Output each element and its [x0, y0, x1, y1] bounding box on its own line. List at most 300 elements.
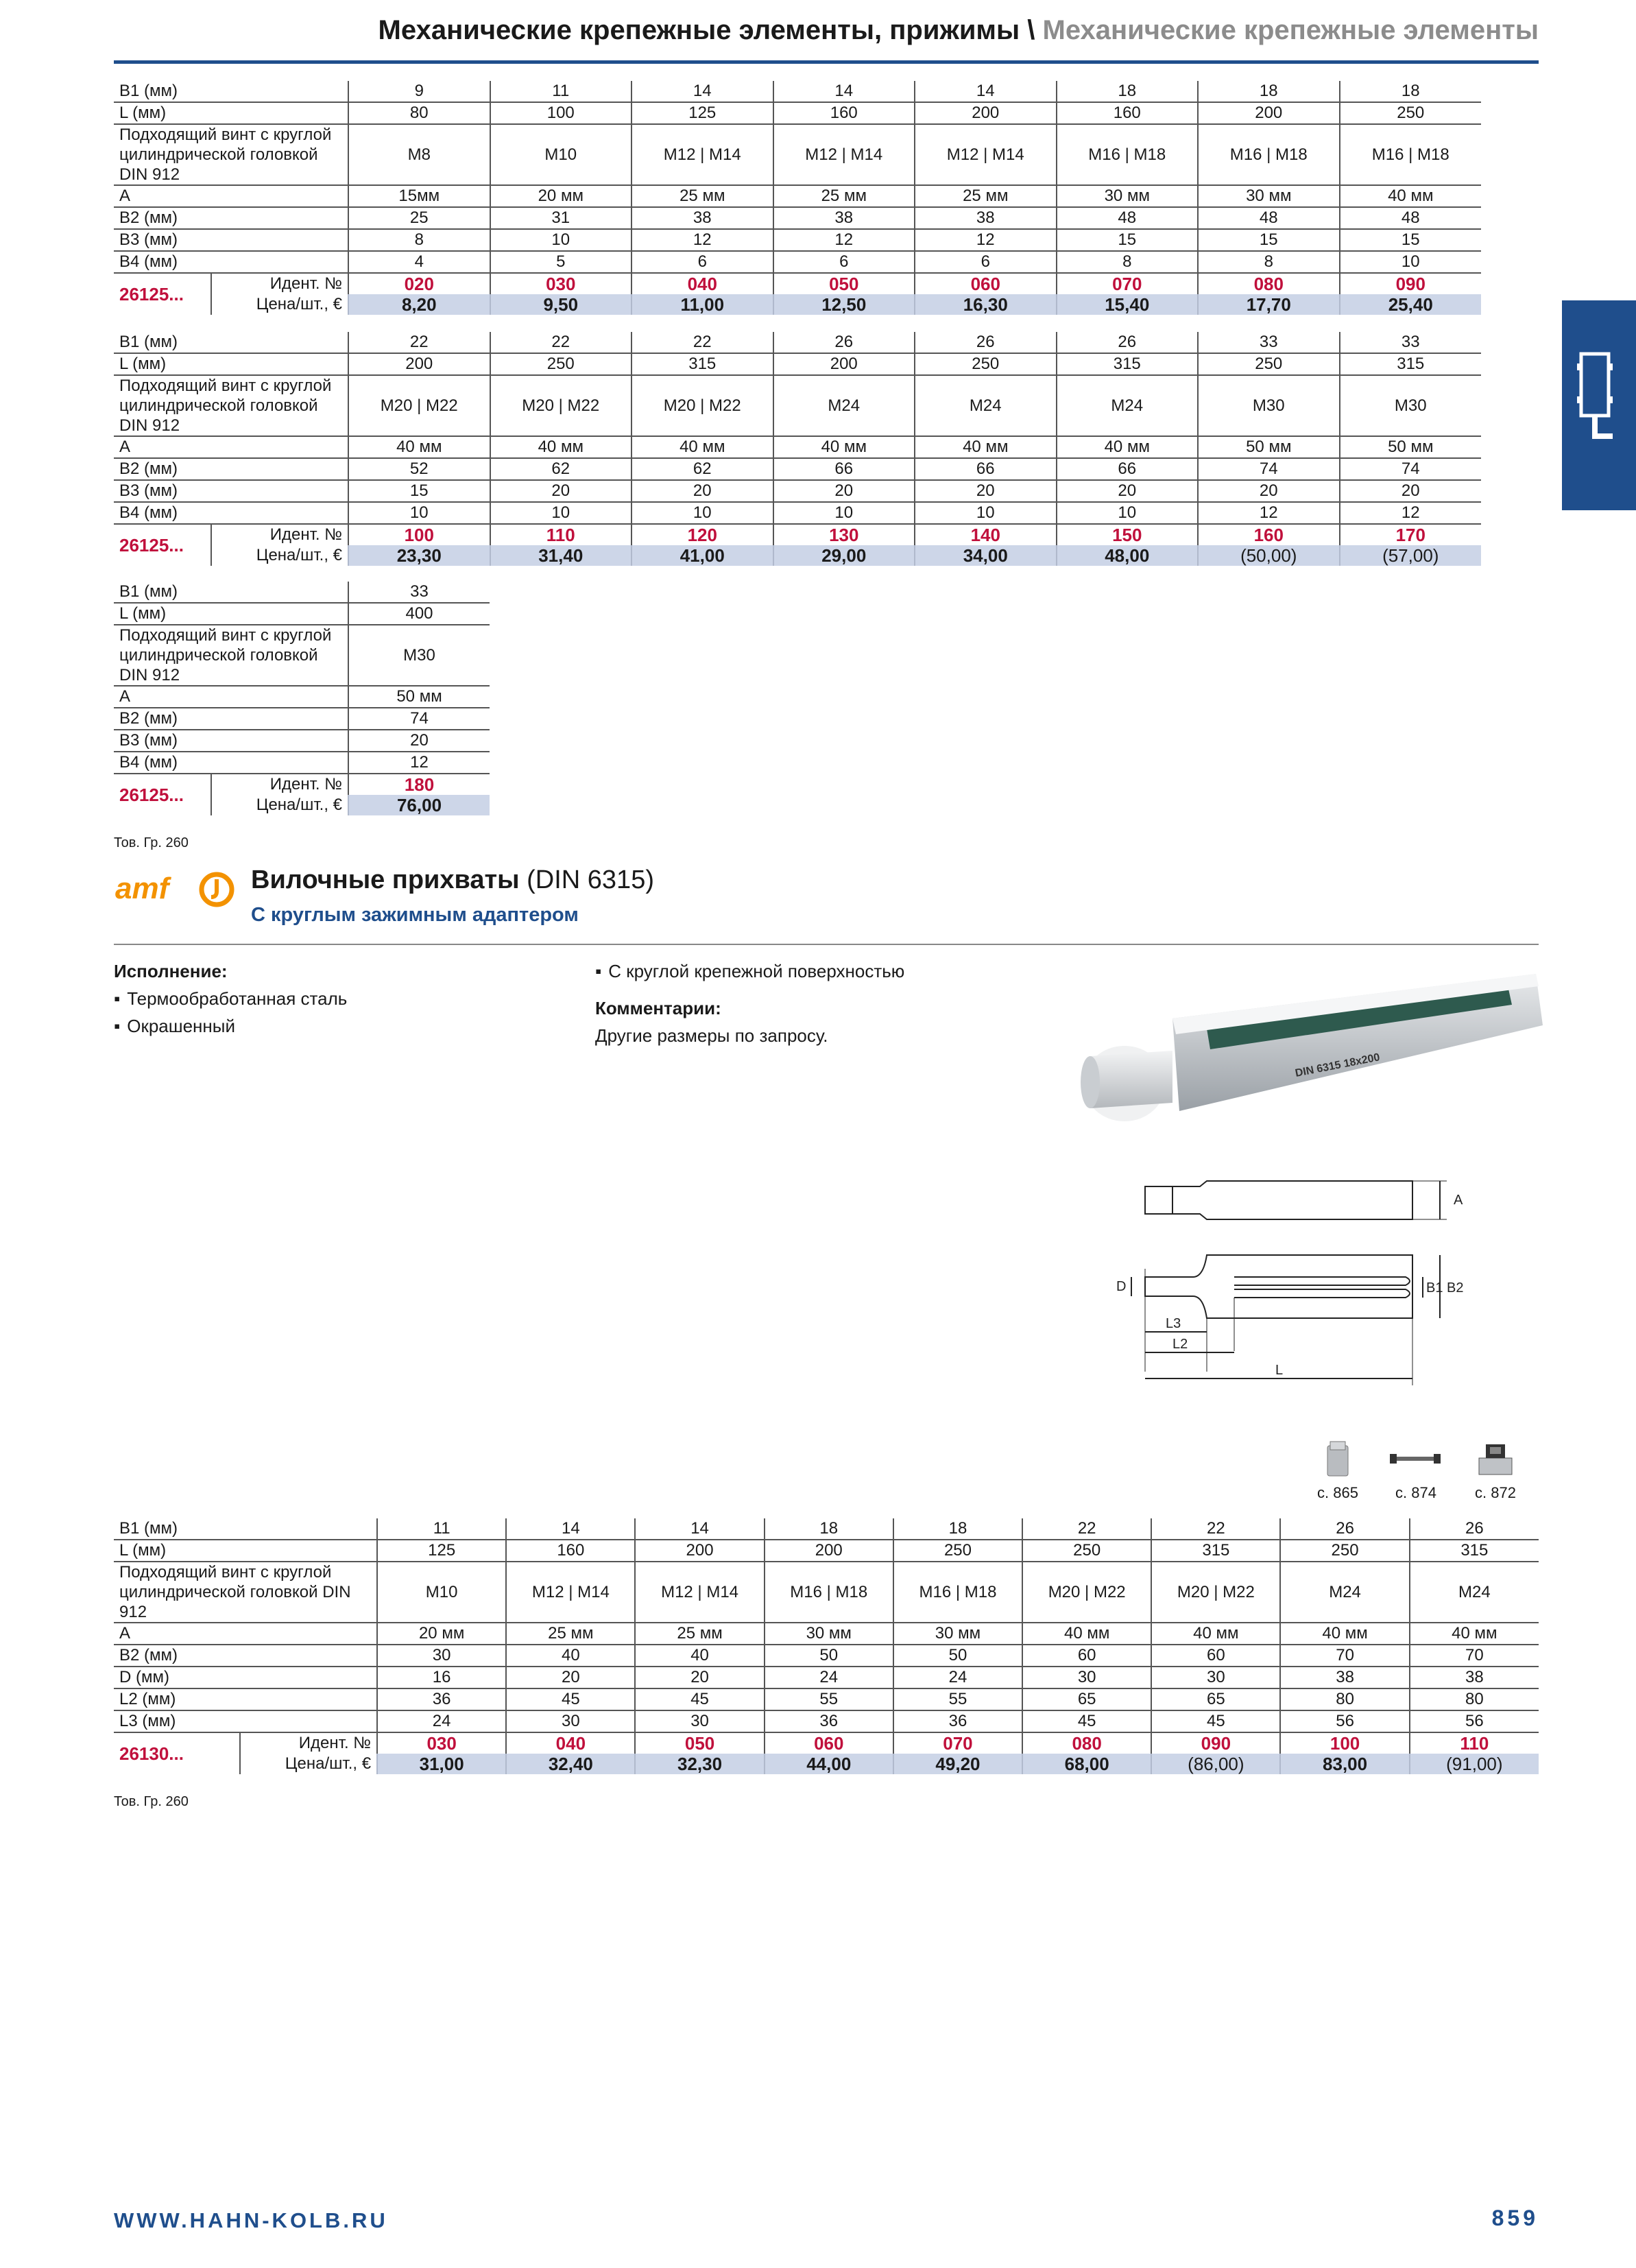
spec-cell: M24 [1410, 1562, 1539, 1623]
spec-row-label: B1 (мм) [114, 332, 348, 353]
header-title: Механические крепежные элементы, прижимы [378, 15, 1020, 45]
spec-cell: 20 [915, 480, 1057, 502]
article-code: 26125... [114, 774, 211, 815]
spec-cell: 40 мм [915, 436, 1057, 458]
spec-row [114, 229, 1481, 251]
spec-cell: 315 [1057, 353, 1199, 375]
spec-cell: 14 [506, 1518, 635, 1540]
spec-cell: 40 мм [1057, 436, 1199, 458]
spec-row-label: B3 (мм) [114, 229, 348, 251]
accessory-bolt[interactable] [1385, 1439, 1447, 1502]
spec-cell: 38 [773, 207, 915, 229]
spec-row [114, 1688, 1539, 1710]
svg-text:amf: amf [115, 872, 169, 905]
price-cell: 23,30 [348, 545, 490, 566]
price-cell: 16,30 [915, 294, 1057, 315]
spec-table-4 [114, 1518, 1539, 1774]
spec-cell: 40 [635, 1645, 764, 1667]
spec-cell: 10 [631, 502, 773, 524]
spec-cell: 125 [377, 1540, 506, 1562]
spec-cell: 38 [915, 207, 1057, 229]
spec-row-label: Подходящий винт с круглой цилиндрической головкой DIN 912 [114, 124, 348, 185]
spec-cell: M30 [348, 625, 490, 686]
spec-cell: 70 [1410, 1645, 1539, 1667]
article-id[interactable]: 050 [773, 273, 915, 294]
spec-cell: 45 [635, 1688, 764, 1710]
spec-cell: 45 [506, 1688, 635, 1710]
product-photo [1070, 953, 1550, 1135]
spec-cell: 18 [765, 1518, 893, 1540]
article-id[interactable]: 150 [1057, 524, 1199, 545]
spec-cell: 30 мм [893, 1623, 1022, 1645]
spec-cell: 40 мм [1280, 1623, 1409, 1645]
product-title-name: Вилочные прихваты [251, 866, 520, 894]
spec-cell: 10 [490, 229, 632, 251]
dimension-label: L2 [1172, 1337, 1188, 1352]
spec-cell: 62 [490, 458, 632, 480]
spec-cell: M12 | M14 [506, 1562, 635, 1623]
spec-cell: 10 [348, 502, 490, 524]
header-separator: \ [1020, 15, 1043, 45]
spec-cell: M16 | M18 [765, 1562, 893, 1623]
spec-cell: 12 [1198, 502, 1340, 524]
amf-logo [114, 871, 237, 911]
spec-table-3 [114, 582, 490, 815]
spec-cell: M10 [490, 124, 632, 185]
accessory-label: с. 865 [1317, 1484, 1358, 1501]
spec-cell: 14 [773, 81, 915, 102]
execution-block [114, 957, 347, 1040]
bolt-icon [1388, 1439, 1443, 1480]
execution-item: ▪ Термообработанная сталь [114, 985, 347, 1012]
article-id[interactable]: 100 [1280, 1732, 1409, 1754]
article-id[interactable]: 080 [1022, 1732, 1151, 1754]
spec-row [114, 207, 1481, 229]
spec-cell: 20 [348, 730, 490, 752]
header-rule [114, 60, 1539, 64]
spec-cell: 25 мм [506, 1623, 635, 1645]
spec-row-label: D (мм) [114, 1667, 377, 1688]
spec-cell: 10 [915, 502, 1057, 524]
spec-cell: 30 [635, 1710, 764, 1732]
spec-row [114, 1710, 1539, 1732]
product-title-standard: (DIN 6315) [519, 866, 654, 894]
spec-cell: 65 [1022, 1688, 1151, 1710]
spec-cell: 24 [765, 1667, 893, 1688]
article-id-row [114, 1732, 1539, 1754]
spec-row-label: A [114, 185, 348, 207]
comments-text: Другие размеры по запросу. [595, 1025, 828, 1046]
spec-table-1 [114, 81, 1481, 315]
spec-cell: 50 мм [1198, 436, 1340, 458]
article-id[interactable]: 060 [765, 1732, 893, 1754]
spec-row [114, 1623, 1539, 1645]
price-cell: 9,50 [490, 294, 632, 315]
spec-cell: 36 [765, 1710, 893, 1732]
spec-cell: 20 [1057, 480, 1199, 502]
spec-row-label: A [114, 436, 348, 458]
spec-cell: M20 | M22 [348, 375, 490, 436]
spec-cell: 66 [915, 458, 1057, 480]
spec-cell: M20 | M22 [490, 375, 632, 436]
article-id-label: Идент. № [269, 274, 343, 293]
article-id[interactable]: 060 [915, 273, 1057, 294]
dimension-label: D [1116, 1279, 1127, 1294]
spec-row-label: L (мм) [114, 353, 348, 375]
spec-cell: 250 [1022, 1540, 1151, 1562]
spec-cell: 31 [490, 207, 632, 229]
spec-row [114, 625, 490, 686]
dimension-label: A [1454, 1193, 1463, 1208]
spec-cell: 200 [348, 353, 490, 375]
spec-cell: 50 [765, 1645, 893, 1667]
spec-row-label: B2 (мм) [114, 458, 348, 480]
spec-cell: 33 [1198, 332, 1340, 353]
spec-cell: 60 [1151, 1645, 1280, 1667]
spec-row [114, 332, 1481, 353]
spec-cell: 8 [348, 229, 490, 251]
spec-cell: 36 [893, 1710, 1022, 1732]
price-cell: 76,00 [348, 795, 490, 815]
spec-cell: 250 [1340, 102, 1482, 124]
spec-cell: M24 [915, 375, 1057, 436]
spec-row-label: Подходящий винт с круглой цилиндрической головкой DIN 912 [114, 625, 348, 686]
article-id[interactable]: 130 [773, 524, 915, 545]
spec-cell: M12 | M14 [631, 124, 773, 185]
t-slot-nut-icon [1475, 1439, 1516, 1480]
price-cell: (50,00) [1198, 545, 1340, 566]
spec-cell: 250 [915, 353, 1057, 375]
article-id-label: Идент. № [269, 775, 343, 793]
article-id[interactable]: 100 [348, 524, 490, 545]
article-id-row [114, 774, 490, 795]
article-code: 26125... [114, 524, 211, 566]
article-id[interactable]: 020 [348, 273, 490, 294]
spec-row [114, 1540, 1539, 1562]
spec-row [114, 752, 490, 774]
spec-cell: 10 [490, 502, 632, 524]
article-id[interactable]: 090 [1151, 1732, 1280, 1754]
spec-cell: 40 мм [348, 436, 490, 458]
spec-cell: 30 [1022, 1667, 1151, 1688]
spec-row [114, 81, 1481, 102]
accessory-label: с. 874 [1395, 1484, 1436, 1501]
article-id[interactable]: 120 [631, 524, 773, 545]
spec-cell: 14 [631, 81, 773, 102]
spec-row-label: Подходящий винт с круглой цилиндрической головкой DIN 912 [114, 375, 348, 436]
spec-cell: M12 | M14 [635, 1562, 764, 1623]
spec-cell: M16 | M18 [1057, 124, 1199, 185]
spec-cell: 20 [631, 480, 773, 502]
price-row [114, 1754, 1539, 1774]
spec-cell: 20 [1198, 480, 1340, 502]
spec-cell: 33 [1340, 332, 1482, 353]
spec-cell: 8 [1057, 251, 1199, 273]
article-id[interactable]: 030 [490, 273, 632, 294]
spec-row [114, 582, 490, 603]
product-subtitle: С круглым зажимным адаптером [251, 904, 579, 926]
spec-cell: 74 [1340, 458, 1482, 480]
article-code: 26130... [114, 1732, 240, 1774]
spec-row-label: B2 (мм) [114, 207, 348, 229]
spec-cell: 400 [348, 603, 490, 625]
spec-cell: 48 [1057, 207, 1199, 229]
accessory-label: с. 872 [1475, 1484, 1516, 1501]
price-cell: 17,70 [1198, 294, 1340, 315]
price-cell: 48,00 [1057, 545, 1199, 566]
spec-cell: M16 | M18 [1198, 124, 1340, 185]
spec-cell: 15 [1057, 229, 1199, 251]
clamp-section-icon [1574, 347, 1624, 464]
spec-cell: 125 [631, 102, 773, 124]
spec-row-label: B3 (мм) [114, 730, 348, 752]
spec-table-2 [114, 332, 1481, 566]
spec-cell: 26 [915, 332, 1057, 353]
article-id[interactable]: 050 [635, 1732, 764, 1754]
footer-url[interactable]: WWW.HAHN-KOLB.RU [114, 2208, 388, 2232]
spec-cell: 5 [490, 251, 632, 273]
article-id[interactable]: 170 [1340, 524, 1482, 545]
spec-cell: 18 [1198, 81, 1340, 102]
accessory-t-slot-nut[interactable] [1465, 1439, 1526, 1502]
spec-cell: 160 [506, 1540, 635, 1562]
spec-cell: M20 | M22 [631, 375, 773, 436]
spec-row [114, 185, 1481, 207]
spec-cell: 12 [348, 752, 490, 774]
spec-cell: 40 мм [490, 436, 632, 458]
spec-cell: 10 [773, 502, 915, 524]
spec-cell: 50 мм [348, 686, 490, 708]
spec-cell: 11 [377, 1518, 506, 1540]
spec-cell: M8 [348, 124, 490, 185]
spec-cell: M24 [773, 375, 915, 436]
spec-cell: 30 [377, 1645, 506, 1667]
price-cell: 31,00 [377, 1754, 506, 1774]
spec-row [114, 686, 490, 708]
spec-cell: 40 [506, 1645, 635, 1667]
spec-cell: M20 | M22 [1022, 1562, 1151, 1623]
spec-cell: 74 [348, 708, 490, 730]
spec-row [114, 1562, 1539, 1623]
price-label: Цена/шт., € [285, 1754, 372, 1773]
price-label: Цена/шт., € [256, 796, 343, 814]
spec-cell: M24 [1057, 375, 1199, 436]
spec-cell: 4 [348, 251, 490, 273]
article-id[interactable]: 040 [506, 1732, 635, 1754]
spec-cell: 20 [506, 1667, 635, 1688]
spec-row-label: B1 (мм) [114, 81, 348, 102]
article-id[interactable]: 110 [1410, 1732, 1539, 1754]
spec-row-label: L3 (мм) [114, 1710, 377, 1732]
spec-cell: 24 [377, 1710, 506, 1732]
price-cell: 29,00 [773, 545, 915, 566]
article-code: 26125... [114, 273, 211, 315]
spec-row [114, 436, 1481, 458]
article-id[interactable]: 040 [631, 273, 773, 294]
spec-cell: 56 [1410, 1710, 1539, 1732]
spec-cell: 160 [1057, 102, 1199, 124]
spec-cell: 80 [348, 102, 490, 124]
spec-cell: 315 [1410, 1540, 1539, 1562]
feature-item: ▪ С круглой крепежной поверхностью [595, 957, 904, 985]
dimension-label: B2 [1447, 1280, 1464, 1296]
spec-row-label: L (мм) [114, 102, 348, 124]
page-number: 859 [1491, 2206, 1539, 2230]
article-id[interactable]: 070 [1057, 273, 1199, 294]
spec-row-label: L (мм) [114, 1540, 377, 1562]
spec-cell: 6 [631, 251, 773, 273]
spec-row [114, 502, 1481, 524]
spec-row [114, 124, 1481, 185]
spec-cell: 15 [348, 480, 490, 502]
spec-cell: 25 мм [915, 185, 1057, 207]
header-subtitle: Механические крепежные элементы [1042, 15, 1539, 45]
spec-row-label: B1 (мм) [114, 582, 348, 603]
price-cell: 68,00 [1022, 1754, 1151, 1774]
article-id[interactable]: 090 [1340, 273, 1482, 294]
spec-row [114, 730, 490, 752]
spec-row-label: A [114, 1623, 377, 1645]
spec-row [114, 458, 1481, 480]
clamp-nut-icon [1321, 1439, 1355, 1480]
price-row [114, 545, 1481, 566]
spec-cell: 15 [1340, 229, 1482, 251]
spec-cell: M10 [377, 1562, 506, 1623]
price-cell: 31,40 [490, 545, 632, 566]
spec-row [114, 251, 1481, 273]
spec-cell: 40 мм [1022, 1623, 1151, 1645]
spec-cell: 50 [893, 1645, 1022, 1667]
spec-cell: M12 | M14 [773, 124, 915, 185]
article-id[interactable]: 080 [1198, 273, 1340, 294]
spec-cell: 200 [915, 102, 1057, 124]
spec-cell: 20 мм [377, 1623, 506, 1645]
spec-cell: 12 [631, 229, 773, 251]
spec-cell: 315 [631, 353, 773, 375]
article-id[interactable]: 030 [377, 1732, 506, 1754]
spec-cell: 30 [506, 1710, 635, 1732]
execution-heading: Исполнение: [114, 961, 228, 981]
spec-cell: M16 | M18 [893, 1562, 1022, 1623]
spec-cell: 40 мм [1410, 1623, 1539, 1645]
spec-row [114, 1645, 1539, 1667]
spec-cell: 8 [1198, 251, 1340, 273]
spec-row-label: B4 (мм) [114, 251, 348, 273]
accessory-clamp-nut[interactable] [1307, 1439, 1369, 1502]
spec-cell: 25 мм [773, 185, 915, 207]
spec-cell: 20 [1340, 480, 1482, 502]
spec-row-label: B1 (мм) [114, 1518, 377, 1540]
price-cell: 32,30 [635, 1754, 764, 1774]
spec-cell: 38 [631, 207, 773, 229]
spec-cell: 66 [1057, 458, 1199, 480]
spec-cell: 40 мм [1340, 185, 1482, 207]
spec-row-label: B3 (мм) [114, 480, 348, 502]
spec-row-label: A [114, 686, 348, 708]
spec-cell: 6 [915, 251, 1057, 273]
spec-cell: 6 [773, 251, 915, 273]
spec-cell: 200 [1198, 102, 1340, 124]
price-cell: 83,00 [1280, 1754, 1409, 1774]
spec-cell: 160 [773, 102, 915, 124]
article-id[interactable]: 140 [915, 524, 1057, 545]
article-id-label: Идент. № [269, 525, 343, 544]
article-id-label: Идент. № [298, 1734, 372, 1752]
spec-cell: 40 мм [631, 436, 773, 458]
spec-row [114, 708, 490, 730]
spec-row [114, 102, 1481, 124]
spec-cell: 50 мм [1340, 436, 1482, 458]
price-cell: (57,00) [1340, 545, 1482, 566]
spec-row [114, 375, 1481, 436]
execution-item: ▪ Окрашенный [114, 1012, 347, 1040]
product-group-note: Тов. Гр. 260 [114, 835, 189, 850]
section-side-tab[interactable] [1562, 300, 1636, 510]
article-id-row [114, 273, 1481, 294]
spec-cell: 250 [490, 353, 632, 375]
spec-cell: 40 мм [1151, 1623, 1280, 1645]
spec-cell: 48 [1340, 207, 1482, 229]
spec-row-label: B2 (мм) [114, 708, 348, 730]
spec-cell: 250 [1280, 1540, 1409, 1562]
spec-cell: 25 [348, 207, 490, 229]
spec-cell: 11 [490, 81, 632, 102]
spec-cell: 22 [631, 332, 773, 353]
spec-cell: 20 [635, 1667, 764, 1688]
article-id[interactable]: 070 [893, 1732, 1022, 1754]
page-header [114, 15, 1539, 46]
price-cell: (86,00) [1151, 1754, 1280, 1774]
spec-cell: 250 [1198, 353, 1340, 375]
price-label: Цена/шт., € [256, 295, 343, 313]
spec-row-label: Подходящий винт с круглой цилиндрической головкой DIN 912 [114, 1562, 377, 1623]
spec-cell: 38 [1280, 1667, 1409, 1688]
spec-cell: 70 [1280, 1645, 1409, 1667]
price-cell: 32,40 [506, 1754, 635, 1774]
spec-cell: 62 [631, 458, 773, 480]
price-cell: 11,00 [631, 294, 773, 315]
article-id[interactable]: 110 [490, 524, 632, 545]
spec-cell: 55 [893, 1688, 1022, 1710]
product-group-note: Тов. Гр. 260 [114, 1794, 189, 1809]
spec-cell: M30 [1198, 375, 1340, 436]
article-id[interactable]: 160 [1198, 524, 1340, 545]
spec-cell: 18 [893, 1518, 1022, 1540]
spec-cell: 56 [1280, 1710, 1409, 1732]
spec-cell: 12 [773, 229, 915, 251]
price-cell: 12,50 [773, 294, 915, 315]
article-id-row [114, 524, 1481, 545]
spec-cell: 16 [377, 1667, 506, 1688]
dimension-label: B1 [1426, 1280, 1443, 1296]
spec-cell: 200 [773, 353, 915, 375]
spec-cell: 48 [1198, 207, 1340, 229]
dimension-label: L [1275, 1363, 1284, 1378]
spec-cell: M12 | M14 [915, 124, 1057, 185]
spec-cell: 315 [1340, 353, 1482, 375]
spec-cell: 9 [348, 81, 490, 102]
spec-cell: 14 [915, 81, 1057, 102]
spec-row-label: L2 (мм) [114, 1688, 377, 1710]
spec-cell: 20 [490, 480, 632, 502]
price-label: Цена/шт., € [256, 546, 343, 564]
spec-row-label: B4 (мм) [114, 502, 348, 524]
spec-cell: 18 [1057, 81, 1199, 102]
spec-cell: 200 [635, 1540, 764, 1562]
article-id[interactable]: 180 [348, 774, 490, 795]
spec-cell: 12 [915, 229, 1057, 251]
spec-cell: M20 | M22 [1151, 1562, 1280, 1623]
